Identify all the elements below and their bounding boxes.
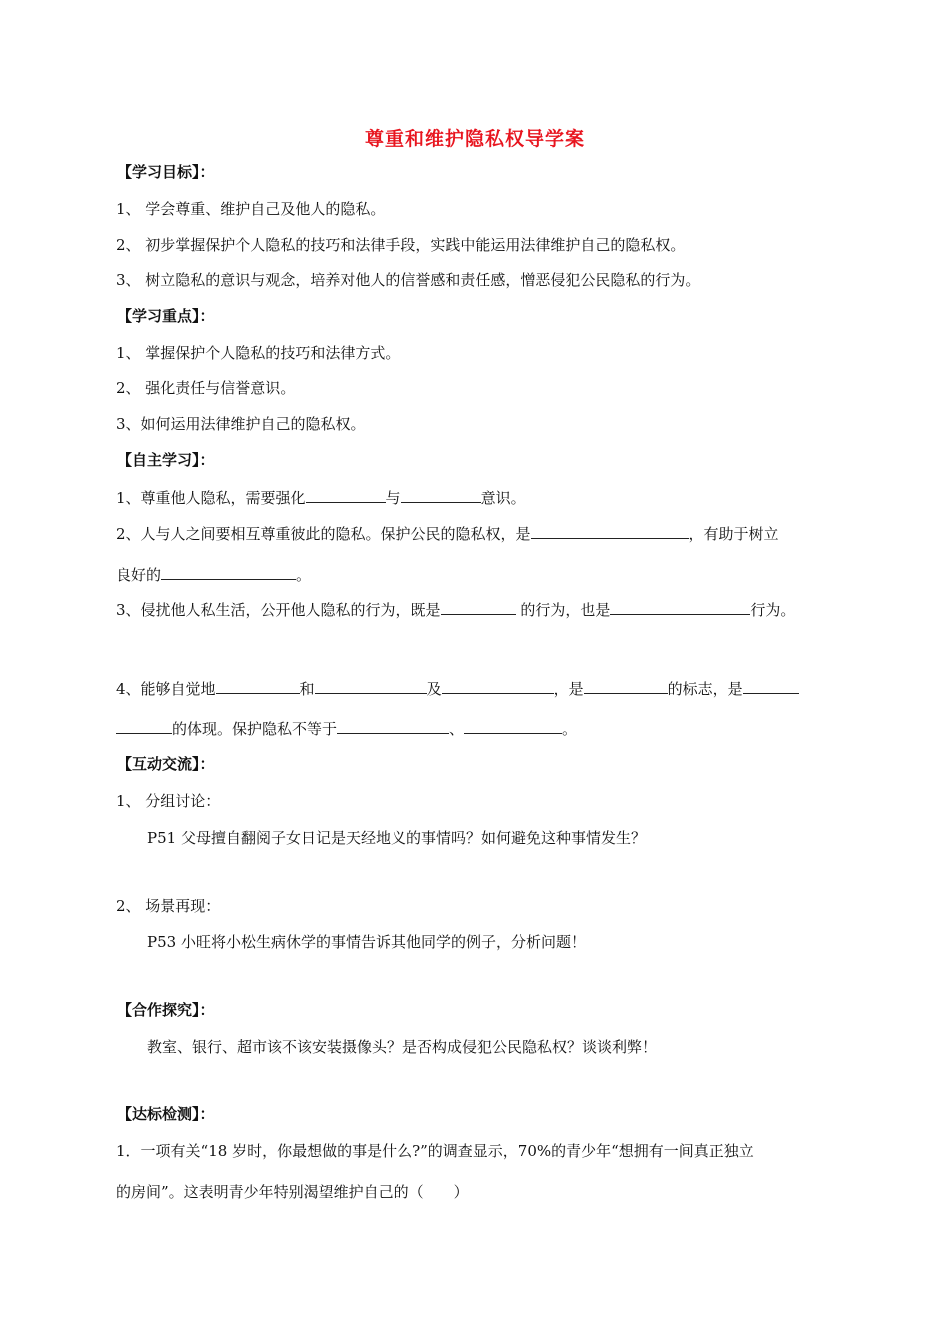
fill-blank[interactable] bbox=[610, 599, 750, 615]
q2-text-a: 2、人与人之间要相互尊重彼此的隐私。保护公民的隐私权，是 bbox=[116, 525, 531, 543]
focus-item-3: 3、如何运用法律维护自己的隐私权。 bbox=[116, 415, 366, 433]
goal-item-1: 1、 学会尊重、维护自己及他人的隐私。 bbox=[116, 200, 386, 218]
interaction-item-2-detail: P53 小旺将小松生病休学的事情告诉其他同学的例子，分析问题！ bbox=[147, 933, 586, 951]
fill-blank[interactable] bbox=[464, 718, 562, 734]
q3-text-b: 的行为，也是 bbox=[515, 601, 611, 619]
fill-blank[interactable] bbox=[216, 678, 300, 694]
self-study-heading: 【自主学习】： bbox=[117, 451, 215, 469]
test-question-1-line2: 的房间”。这表明青少年特别渴望维护自己的（ ） bbox=[116, 1183, 469, 1201]
q4-text-f: 的体现。保护隐私不等于 bbox=[172, 720, 338, 738]
q3-text-c: 行为。 bbox=[750, 601, 796, 619]
q1-text-b: 与 bbox=[385, 489, 401, 507]
fill-blank[interactable] bbox=[161, 564, 296, 580]
fill-blank[interactable] bbox=[315, 678, 427, 694]
interaction-item-1: 1、 分组讨论： bbox=[116, 792, 221, 810]
q4-text-g: 、 bbox=[449, 720, 465, 738]
q4-text-a: 4、能够自觉地 bbox=[116, 680, 216, 698]
test-heading: 【达标检测】： bbox=[117, 1105, 215, 1123]
cooperation-heading: 【合作探究】： bbox=[117, 1001, 215, 1019]
goal-item-3: 3、 树立隐私的意识与观念，培养对他人的信誉感和责任感，憎恶侵犯公民隐私的行为。 bbox=[116, 271, 701, 289]
fill-blank[interactable] bbox=[743, 678, 799, 694]
page-title: 尊重和维护隐私权导学案 bbox=[364, 128, 585, 150]
q2-text-c: 良好的 bbox=[116, 566, 162, 584]
interaction-heading: 【互动交流】： bbox=[117, 755, 215, 773]
q1-text-a: 1、尊重他人隐私，需要强化 bbox=[116, 489, 306, 507]
q3-text-a: 3、侵扰他人私生活，公开他人隐私的行为，既是 bbox=[116, 601, 441, 619]
q4-text-e: 的标志，是 bbox=[667, 680, 743, 698]
q4-text-d: ，是 bbox=[553, 680, 584, 698]
fill-blank[interactable] bbox=[584, 678, 668, 694]
test-question-1-line1: 1．一项有关“18 岁时，你最想做的事是什么?”的调查显示，70%的青少年“想拥有一间真正独立 bbox=[116, 1142, 754, 1160]
goals-heading: 【学习目标】： bbox=[117, 163, 215, 181]
self-study-q4-line2 bbox=[116, 718, 577, 739]
fill-blank[interactable] bbox=[337, 718, 449, 734]
q1-text-c: 意识。 bbox=[480, 489, 526, 507]
q4-text-h: 。 bbox=[562, 720, 578, 738]
focus-item-2: 2、 强化责任与信誉意识。 bbox=[116, 379, 296, 397]
fill-blank[interactable] bbox=[401, 487, 481, 503]
q4-text-b: 和 bbox=[299, 680, 315, 698]
self-study-q1 bbox=[116, 487, 526, 508]
focus-item-1: 1、 掌握保护个人隐私的技巧和法律方式。 bbox=[116, 344, 401, 362]
fill-blank[interactable] bbox=[306, 487, 386, 503]
interaction-item-2: 2、 场景再现： bbox=[116, 897, 221, 915]
q2-text-b: ，有助于树立 bbox=[688, 525, 779, 543]
self-study-q2-line2 bbox=[116, 564, 311, 585]
interaction-item-1-detail: P51 父母擅自翻阅子女日记是天经地义的事情吗？如何避免这种事情发生？ bbox=[147, 829, 646, 847]
q2-text-d: 。 bbox=[296, 566, 312, 584]
self-study-q2-line1 bbox=[116, 523, 779, 544]
q4-text-c: 及 bbox=[426, 680, 442, 698]
self-study-q4-line1 bbox=[116, 678, 799, 699]
fill-blank[interactable] bbox=[442, 678, 554, 694]
focus-heading: 【学习重点】： bbox=[117, 307, 215, 325]
goal-item-2: 2、 初步掌握保护个人隐私的技巧和法律手段，实践中能运用法律维护自己的隐私权。 bbox=[116, 236, 686, 254]
fill-blank[interactable] bbox=[116, 718, 172, 734]
cooperation-text: 教室、银行、超市该不该安装摄像头？是否构成侵犯公民隐私权？谈谈利弊！ bbox=[147, 1038, 658, 1056]
self-study-q3 bbox=[116, 599, 795, 620]
fill-blank[interactable] bbox=[441, 599, 516, 615]
fill-blank[interactable] bbox=[531, 523, 689, 539]
